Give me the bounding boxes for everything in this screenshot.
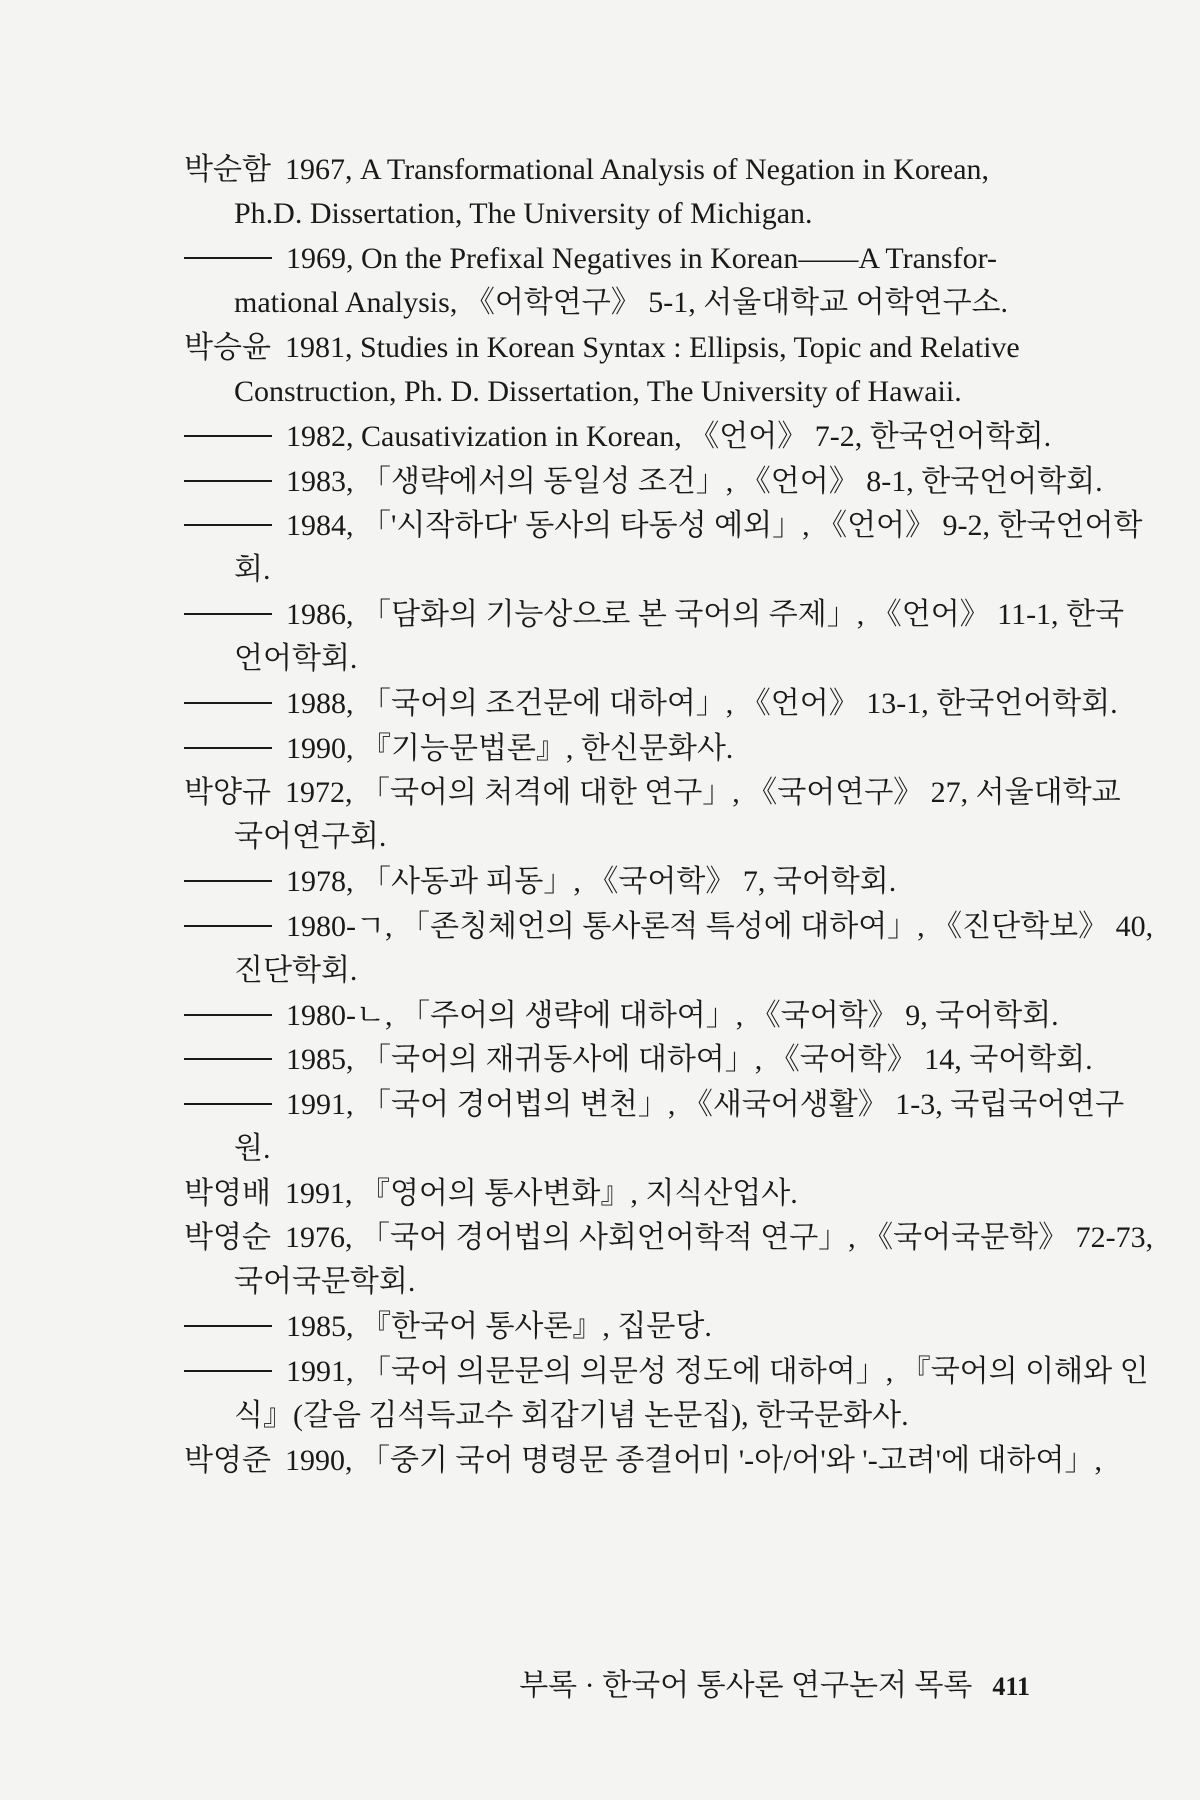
ditto-dash: [184, 435, 272, 437]
reference-text: 1985, 『한국어 통사론』, 집문당.: [286, 1310, 712, 1343]
reference-text: 1988, 「국어의 조건문에 대하여」, 《언어》 13-1, 한국언어학회.: [286, 687, 1118, 720]
reference-text: 1978, 「사동과 피동」, 《국어학》 7, 국어학회.: [286, 865, 897, 898]
reference-entry: [184, 415, 1084, 459]
reference-text: 1991, 「국어 경어법의 변천」, 《새국어생활》 1-3, 국립국어연구: [286, 1087, 1125, 1121]
reference-line: [184, 148, 1084, 192]
ditto-dash: [184, 480, 272, 482]
reference-line: [184, 1172, 1084, 1216]
reference-text: 1990, 『기능문법론』, 한신문화사.: [286, 731, 734, 765]
reference-entry: [184, 1305, 1084, 1349]
reference-line: [184, 460, 1103, 504]
ditto-dash: [184, 1370, 272, 1372]
page-number: 411: [992, 1672, 1030, 1701]
reference-text: 언어학회.: [234, 642, 358, 675]
ditto-dash: [184, 1325, 272, 1327]
reference-author: 박영준: [184, 1443, 271, 1477]
reference-line: [184, 415, 1084, 459]
ditto-dash: [184, 257, 272, 259]
reference-author: 박양규: [184, 776, 271, 809]
ditto-dash: [184, 702, 272, 704]
reference-entry: [184, 504, 1143, 592]
reference-entry: [184, 237, 1084, 325]
reference-text: 원.: [234, 1131, 271, 1165]
reference-line: [184, 548, 1084, 592]
reference-entry: [184, 1038, 1093, 1082]
reference-author: 박승윤: [184, 331, 271, 364]
ditto-dash: [184, 747, 272, 749]
reference-entry: [184, 860, 1084, 904]
reference-line: [184, 370, 1084, 414]
reference-text: 1967, A Transformational Analysis of Negation in Korean,: [284, 153, 990, 186]
reference-line: [184, 1083, 1125, 1127]
reference-author: 박영배: [184, 1176, 271, 1210]
reference-line: [184, 905, 1154, 949]
reference-entry: [184, 682, 1118, 726]
reference-entry: [184, 148, 1084, 236]
reference-author: 박영순: [184, 1221, 271, 1254]
reference-entry: [184, 326, 1084, 414]
reference-text: 1986, 「담화의 기능상으로 본 국어의 주제」, 《언어》 11-1, 한국: [286, 598, 1125, 631]
reference-line: [184, 727, 1084, 771]
ditto-dash: [184, 1014, 272, 1016]
reference-text: 국어연구회.: [234, 820, 387, 853]
reference-line: [184, 1305, 1084, 1349]
reference-text: 1972, 「국어의 처격에 대한 연구」, 《국어연구》 27, 서울대학교: [284, 776, 1121, 809]
reference-line: [184, 593, 1125, 637]
reference-text: 1983, 「생략에서의 동일성 조건」, 《언어》 8-1, 한국언어학회.: [286, 464, 1103, 498]
reference-text: mational Analysis, 《어학연구》 5-1, 서울대학교 어학연구소.: [234, 286, 1009, 319]
reference-entry: [184, 593, 1125, 681]
ditto-dash: [184, 613, 272, 615]
reference-text: 진단학회.: [234, 953, 358, 987]
reference-line: [184, 637, 1084, 681]
reference-entry: [184, 905, 1154, 993]
ditto-dash: [184, 524, 272, 526]
reference-text: 1985, 「국어의 재귀동사에 대하여」, 《국어학》 14, 국어학회.: [286, 1043, 1093, 1076]
reference-text: 1969, On the Prefixal Negatives in Korean——A Transfor-: [286, 242, 997, 275]
reference-entry: [184, 727, 1084, 771]
reference-line: [184, 1394, 1084, 1438]
reference-line: [184, 237, 1084, 281]
reference-line: [184, 281, 1084, 325]
reference-text: 1981, Studies in Korean Syntax : Ellipsis, Topic and Relative: [284, 331, 1020, 364]
reference-text: Ph.D. Dissertation, The University of Michigan.: [234, 197, 813, 230]
reference-line: [184, 1260, 1084, 1304]
reference-entry: [184, 1172, 1084, 1216]
ditto-dash: [184, 1103, 272, 1105]
reference-text: 국어국문학회.: [234, 1265, 416, 1298]
reference-line: [184, 1439, 1102, 1483]
ditto-dash: [184, 1058, 272, 1060]
ditto-dash: [184, 925, 272, 927]
reference-text: 1982, Causativization in Korean, 《언어》 7-2, 한국언어학회.: [286, 420, 1052, 453]
reference-line: [184, 815, 1084, 859]
reference-entry: [184, 460, 1103, 504]
reference-line: [184, 949, 1084, 993]
reference-text: 1984, 「'시작하다' 동사의 타동성 예외」, 《언어》 9-2, 한국언어학: [286, 509, 1143, 542]
ditto-dash: [184, 880, 272, 882]
reference-line: [184, 860, 1084, 904]
reference-line: [184, 1038, 1093, 1082]
reference-text: 1980-ㄱ, 「존칭체언의 통사론적 특성에 대하여」, 《진단학보》 40,: [286, 909, 1154, 943]
reference-text: 1991, 「국어 의문문의 의문성 정도에 대하여」, 『국어의 이해와 인: [286, 1354, 1149, 1388]
reference-line: [184, 682, 1118, 726]
reference-text: 1990, 「중기 국어 명령문 종결어미 '-아/어'와 '-고려'에 대하여」,: [284, 1443, 1102, 1477]
reference-line: [184, 994, 1084, 1038]
reference-text: 식』(갈음 김석득교수 회갑기념 논문집), 한국문화사.: [234, 1398, 909, 1432]
reference-text: 1976, 「국어 경어법의 사회언어학적 연구」, 《국어국문학》 72-73,: [284, 1221, 1154, 1254]
reference-line: [184, 504, 1143, 548]
reference-line: [184, 326, 1084, 370]
footer-title: 부록 · 한국어 통사론 연구논저 목록: [519, 1669, 973, 1702]
reference-line: [184, 1127, 1084, 1171]
reference-text: Construction, Ph. D. Dissertation, The University of Hawaii.: [234, 375, 962, 408]
reference-entry: [184, 994, 1084, 1038]
reference-entry: [184, 771, 1121, 859]
page-footer: [519, 1660, 1030, 1704]
reference-text: 회.: [234, 553, 271, 586]
reference-entry: [184, 1350, 1149, 1438]
reference-entry: [184, 1083, 1125, 1171]
reference-entry: [184, 1439, 1102, 1483]
reference-line: [184, 192, 1084, 236]
reference-line: [184, 1216, 1154, 1260]
reference-entry: [184, 1216, 1154, 1304]
reference-text: 1991, 『영어의 통사변화』, 지식산업사.: [284, 1176, 798, 1210]
reference-author: 박순함: [184, 153, 271, 186]
reference-line: [184, 771, 1121, 815]
reference-line: [184, 1350, 1149, 1394]
reference-text: 1980-ㄴ, 「주어의 생략에 대하여」, 《국어학》 9, 국어학회.: [286, 998, 1059, 1032]
